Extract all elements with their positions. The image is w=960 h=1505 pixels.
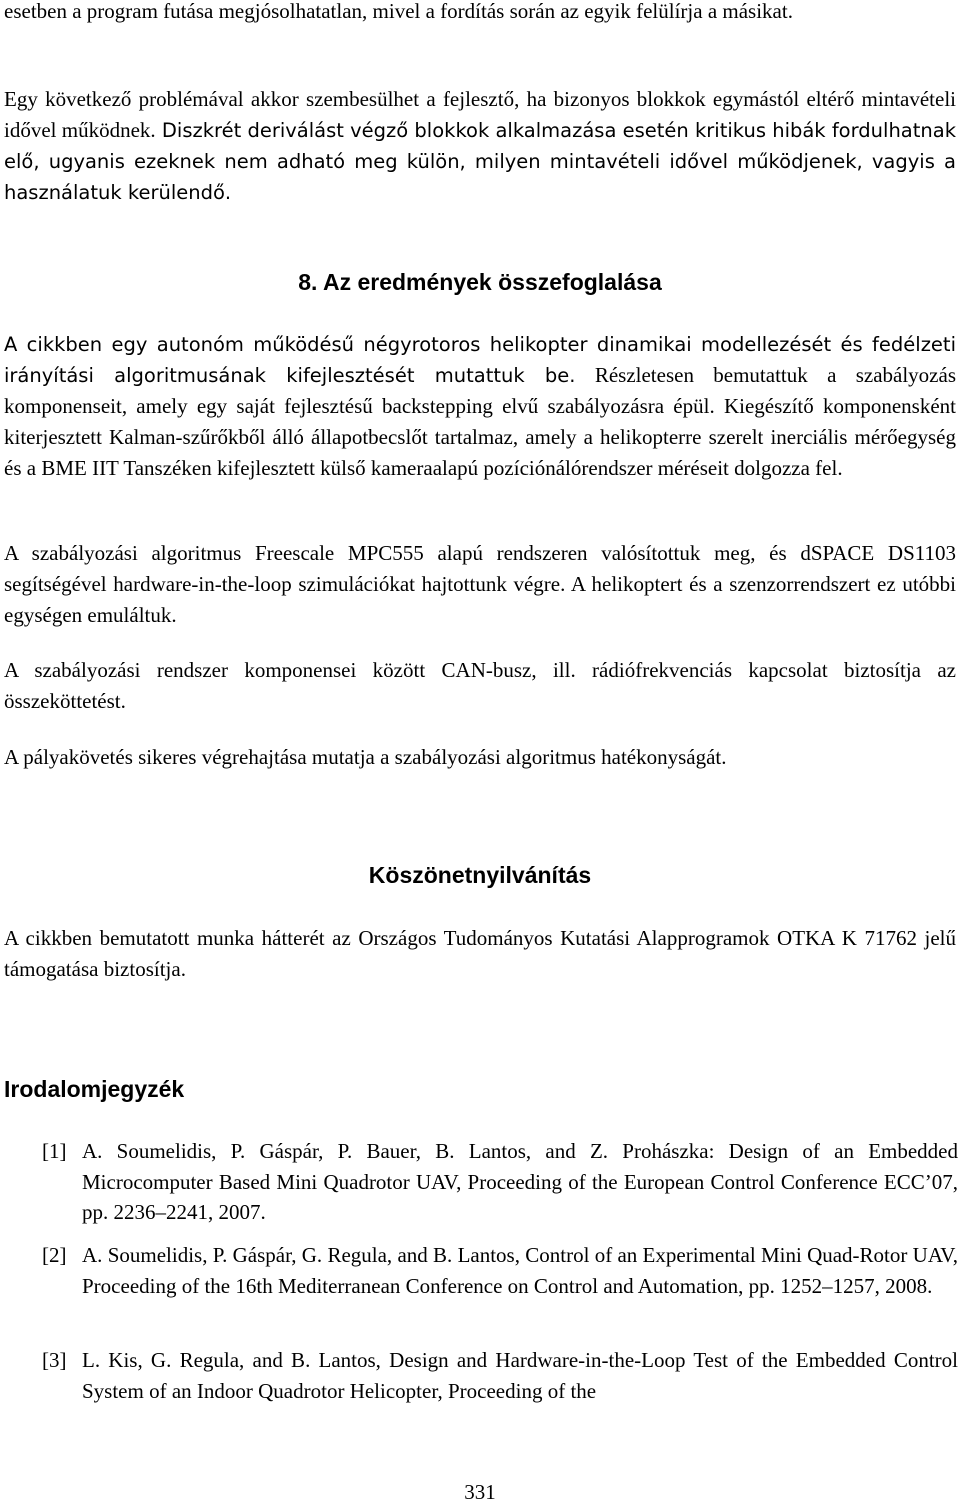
- paragraph-sampling-time: [4, 84, 956, 208]
- paragraph-text: A szabályozási rendszer komponensei között CAN-busz, ill. rádiófrekvenciás kapcsolat biztosítja az összeköttetést.: [4, 658, 956, 713]
- paragraph-intro-continuation: [4, 0, 956, 27]
- reference-text: L. Kis, G. Regula, and B. Lantos, Design and Hardware-in-the-Loop Test of the Embedded Control System of an Indoor Quadrotor Helicopter, Proceeding of the: [82, 1348, 958, 1403]
- paragraph-text: A pályakövetés sikeres végrehajtása mutatja a szabályozási algoritmus hatékonyságát.: [4, 745, 727, 769]
- paragraph-text-sans: Diszkrét deriválást végző blokkok alkalmazása esetén kritikus hibák fordulhatnak elő, ugyanis ezeknek nem adható meg külön, milyen mintavételi idővel működjenek, vagyis a használatuk kerülendő.: [4, 119, 956, 204]
- acknowledgement-heading: Köszönetnyilvánítás: [368, 862, 592, 888]
- paragraph-text: Egy következő problémával akkor szembesülhet a fejlesztő, ha bizonyos blokkok egymástól eltérő mintavételi idővel működnek.: [4, 87, 956, 142]
- references-heading: Irodalomjegyzék: [4, 1076, 185, 1102]
- paragraph-text: esetben a program futása megjósolhatatlan, mivel a fordítás során az egyik felülírja a másikat.: [4, 0, 793, 23]
- reference-text: A. Soumelidis, P. Gáspár, G. Regula, and B. Lantos, Control of an Experimental Mini Quad-Rotor UAV, Proceeding of the 16th Mediterranean Conference on Control and Automation, pp. 1252–1257, 2008.: [82, 1243, 958, 1298]
- reference-text: A. Soumelidis, P. Gáspár, P. Bauer, B. Lantos, and Z. Prohászka: Design of an Embedded Microcomputer Based Mini Quadrotor UAV, Proceeding of the European Control Conference ECC’07, pp. 2236–2241, 2007.: [82, 1139, 958, 1224]
- paragraph-text-sans: A cikkben egy autonóm működésű négyrotoros helikopter dinamikai modellezését és fedélzeti irányítási algoritmusának kifejlesztését mutattuk be.: [4, 333, 956, 387]
- reference-item: [42, 1240, 958, 1301]
- paragraph-tracking: [4, 742, 956, 773]
- reference-number: [1]: [42, 1139, 67, 1163]
- paragraph-summary: [4, 329, 956, 484]
- reference-number: [2]: [42, 1243, 67, 1267]
- page-number: 331: [464, 1480, 496, 1504]
- paragraph-text: A szabályozási algoritmus Freescale MPC555 alapú rendszeren valósítottuk meg, és dSPACE DS1103 segítségével hardware-in-the-loop szimulációkat hajtottunk végre. A helikoptert és a szenzorrendszert ez utóbbi egységen emuláltuk.: [4, 541, 956, 627]
- reference-number: [3]: [42, 1348, 67, 1372]
- paragraph-text: Részletesen bemutattuk a szabályozás komponenseit, amely egy saját fejlesztésű backstepping elvű szabályozásra épül.: [4, 363, 956, 418]
- paragraph-text: Kiegészítő komponensként kiterjesztett Kalman-szűrőkből álló állapotbecslőt tartalmaz, amely a helikopterre szerelt inerciális mérőegység és a BME IIT Tanszéken kifejlesztett külső kameraalapú pozíciónálórendszer méréseit dolgozza fel.: [4, 394, 956, 480]
- paragraph-algorithm: [4, 538, 956, 631]
- reference-item: [42, 1345, 958, 1406]
- paragraph-acknowledgement: [4, 923, 956, 985]
- reference-item: [42, 1136, 958, 1228]
- paragraph-can-bus: [4, 655, 956, 717]
- paragraph-text: A cikkben bemutatott munka hátterét az Országos Tudományos Kutatási Alapprogramok OTKA K 71762 jelű támogatása biztosítja.: [4, 926, 956, 981]
- section-heading-summary: 8. Az eredmények összefoglalása: [298, 269, 662, 295]
